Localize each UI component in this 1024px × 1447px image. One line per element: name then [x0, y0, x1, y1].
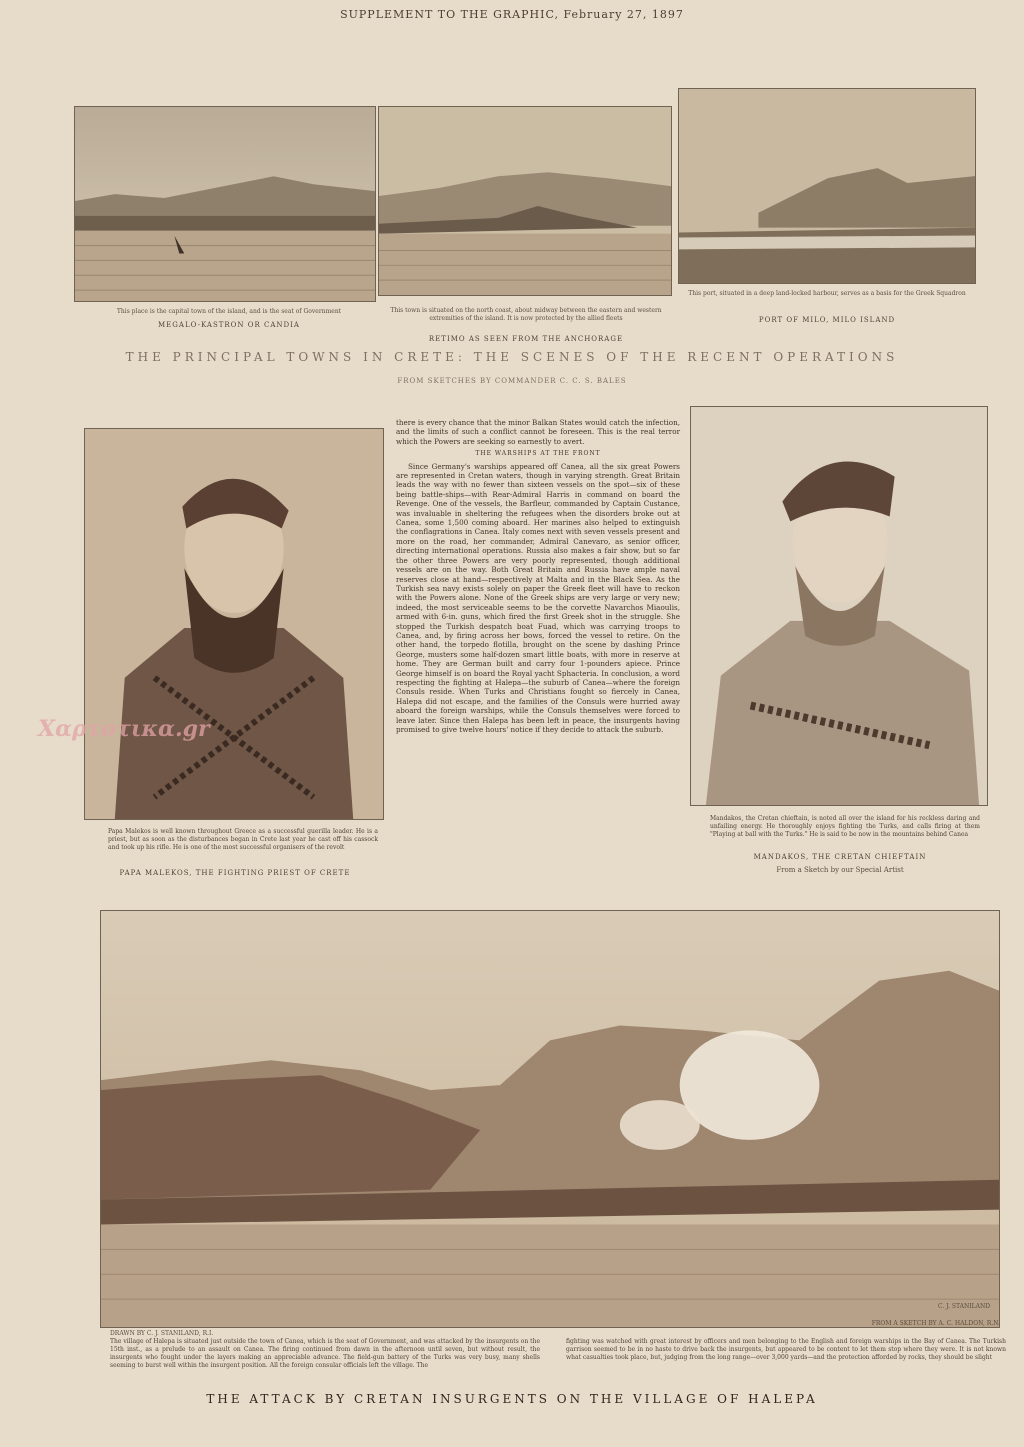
milo-title: PORT OF MILO, MILO ISLAND [758, 316, 896, 324]
milo-engraving [679, 89, 975, 283]
section-subtitle: FROM SKETCHES BY COMMANDER C. C. S. BALES [397, 377, 627, 385]
illustration-retimo [378, 106, 672, 296]
illustration-milo [678, 88, 976, 284]
section-title: THE PRINCIPAL TOWNS IN CRETE: THE SCENES OF THE RECENT OPERATIONS [125, 350, 899, 364]
candia-title: MEGALO-KASTRON OR CANDIA [158, 321, 300, 329]
from-sketch: FROM A SKETCH BY A. C. HALDON, R.N. [871, 1320, 1000, 1327]
papa-malekos-caption: Papa Malekos is well known throughout Greece as a successful guerilla leader. He is a priest, but as soon as the disturbances began in Crete last year he cast off his cassock and took up his rifle. He is one of the most successful organisers of the revolt [108, 828, 378, 851]
mandakos-caption: Mandakos, the Cretan chieftain, is noted all over the island for his reckless daring and unfailing energy. He thoroughly enjoys fighting the Turks, and calls firing at them "Playing at ball with the Turks." He is said to be now in the mountains behind Canea [710, 815, 980, 838]
illustration-candia [74, 106, 376, 302]
retimo-title: RETIMO AS SEEN FROM THE ANCHORAGE [428, 335, 624, 343]
milo-caption: This port, situated in a deep land-locked harbour, serves as a basis for the Greek Squadron [688, 290, 966, 297]
retimo-engraving [379, 107, 671, 295]
article-intro: there is every chance that the minor Balkan States would catch the infection, and the limits of such a conflict cannot be foreseen. This is the real terror which the Powers are seeking so earnestly to avert. [396, 418, 680, 446]
portrait-mandakos [690, 406, 988, 806]
article-subhead: THE WARSHIPS AT THE FRONT [475, 450, 601, 458]
drawn-by: DRAWN BY C. J. STANILAND, R.I. [110, 1330, 214, 1337]
halepa-caption-right: fighting was watched with great interest by officers and men belonging to the English and foreign warships in the Bay of Canea. The Turkish garrison seemed to be in no haste to drive back the insurgents, but appeared to be content to let them stop where they were. It is not known what casualties took place, but, judging from the long range—over 3,000 yards—and the protection afforded by rocks, they should be slight [566, 1338, 1006, 1361]
artist-signature: C. J. STANILAND [937, 1303, 990, 1310]
candia-caption: This place is the capital town of the island, and is the seat of Government [116, 308, 342, 315]
papa-malekos-title: PAPA MALEKOS, THE FIGHTING PRIEST OF CRETE [119, 869, 351, 877]
mandakos-credit: From a Sketch by our Special Artist [776, 866, 904, 874]
mandakos-title: MANDAKOS, THE CRETAN CHIEFTAIN [753, 853, 927, 861]
halepa-title: THE ATTACK BY CRETAN INSURGENTS ON THE VILLAGE OF HALEPA [206, 1392, 818, 1406]
retimo-caption: This town is situated on the north coast, about midway between the eastern and western extremities of the island. It is now protected by the allied fleets [390, 307, 662, 322]
mandakos-engraving [691, 407, 987, 805]
article-column [396, 418, 680, 734]
halepa-caption-left: The village of Halepa is situated just outside the town of Canea, which is the seat of Government, and was attacked by the insurgents on the 15th inst., as a prelude to an assault on Canea. The firing continued from dawn in the afternoon until seven, but without result, the insurgents who fought under the layers making an appreciable advance. The field-gun battery of the Turks was very busy, many shells seeming to burst well within the insurgent position. All the foreign consular officials left the village. The [110, 1338, 540, 1369]
watermark: Xαρτοτικα.gr [38, 716, 210, 742]
candia-engraving [75, 107, 375, 301]
halepa-engraving [101, 911, 999, 1327]
portrait-papa-malekos [84, 428, 384, 820]
article-body: Since Germany's warships appeared off Canea, all the six great Powers are represented in Cretan waters, though in varying strength. Great Britain leads the way with no fewer than sixteen vessels on the spot—six of these being battle-ships—with Rear-Admiral Harris in command on board the Revenge. One of the vessels, the Barfleur, commanded by Captain Custance, was invaluable in sheltering the refugees when the disorders broke out at Canea, some 1,500 coming aboard. Her marines also helped to extinguish the conflagrations in Canea. Italy comes next with seven vessels present and more on the road, her commander, Admiral Canevaro, as senior officer, directing international operations. Russia also makes a fair show, but so far the other three Powers are very poorly represented, though additional vessels are on the way. Both Great Britain and Russia have ample naval reserves close at hand—respectively at Malta and in the Black Sea. As the Turkish sea navy exists solely on paper the Greek fleet will have to reckon with the Powers alone. None of the Greek ships are very large or very new; indeed, the most serviceable seems to be the corvette Navarchos Miaoulis, armed with 6-in. guns, which fired the first Greek shot in the struggle. She stopped the Turkish despatch boat Fuad, which was carrying troops to Canea, and, by firing across her bows, forced the vessel to retire. On the other hand, the torpedo flotilla, brought on the scene by dashing Prince George, musters some half-dozen smart little boats, with more in reserve at home. They are German built and carry four 1-pounders apiece. Prince George himself is on board the Royal yacht Sphacteria. In conclusion, a word respecting the fighting at Halepa—the suburb of Canea—where the foreign Consuls reside. When Turks and Christians fought so fiercely in Canea, Halepa did not escape, and the families of the Consuls were hurried away aboard the foreign warships, while the Consuls themselves were forced to leave later. Since then Halepa has been left in peace, the insurgents having promised to give twelve hours' notice if they decide to attack the suburb. [396, 461, 680, 734]
page-header: SUPPLEMENT TO THE GRAPHIC, February 27, 1897 [340, 8, 684, 21]
illustration-halepa-attack [100, 910, 1000, 1328]
papa-malekos-engraving [85, 429, 383, 819]
